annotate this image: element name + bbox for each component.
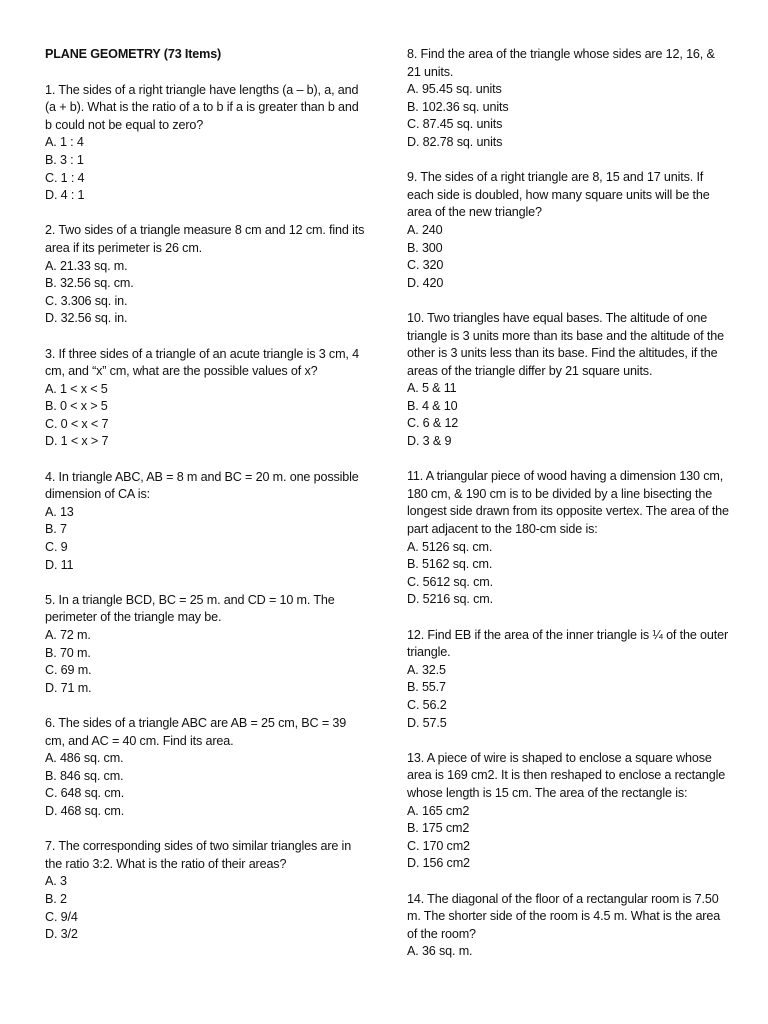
choice-b: B. 32.56 sq. cm. (45, 276, 134, 291)
question-12 (407, 627, 729, 733)
choice-d: D. 420 (407, 275, 444, 290)
choice-b: B. 300 (407, 240, 443, 255)
question-text: 6. The sides of a triangle ABC are AB = 25 cm, BC = 39 cm, and AC = 40 cm. Find its area. (45, 715, 347, 748)
choice-c: C. 0 < x < 7 (45, 416, 109, 431)
choice-d: D. 11 (45, 557, 74, 572)
question-text: 5. In a triangle BCD, BC = 25 m. and CD = 10 m. The perimeter of the triangle may be. (45, 592, 335, 625)
choice-b: B. 5162 sq. cm. (407, 557, 493, 572)
question-text: 10. Two triangles have equal bases. The altitude of one triangle is 3 units more than its base and the altitude of the other is 3 units less than its base. Find the altitudes, if the areas of the triangle differ by 21 square units. (407, 310, 724, 378)
question-13 (407, 750, 729, 873)
choice-b: B. 846 sq. cm. (45, 768, 124, 783)
choice-b: B. 175 cm2 (407, 821, 470, 836)
choice-c: C. 69 m. (45, 663, 92, 678)
choice-b: B. 0 < x > 5 (45, 399, 108, 414)
question-text: 2. Two sides of a triangle measure 8 cm and 12 cm. find its area if its perimeter is 26 cm. (45, 223, 365, 255)
question-text: 1. The sides of a right triangle have lengths (a – b), a, and (a + b). What is the ratio of a to b if a is greater than b and b could not be equal to zero? (45, 82, 359, 132)
choice-d: D. 3/2 (45, 927, 78, 942)
choice-d: D. 1 < x > 7 (45, 434, 109, 449)
choice-a: A. 5 & 11 (407, 381, 457, 396)
choice-c: C. 170 cm2 (407, 838, 470, 853)
choice-b: B. 2 (45, 891, 67, 906)
choice-b: B. 55.7 (407, 680, 446, 695)
choice-a: A. 240 (407, 222, 443, 237)
choice-a: A. 36 sq. m. (407, 944, 473, 959)
choice-a: A. 1 : 4 (45, 135, 84, 150)
choice-b: B. 7 (45, 522, 67, 537)
choice-d: D. 156 cm2 (407, 856, 470, 871)
question-text: 12. Find EB if the area of the inner triangle is ¼ of the outer triangle. (407, 627, 728, 660)
choice-c: C. 9 (45, 540, 68, 555)
choice-a: A. 13 (45, 504, 74, 519)
question-3 (45, 346, 367, 452)
question-5 (45, 592, 367, 698)
choice-d: D. 71 m. (45, 680, 92, 695)
question-text: 11. A triangular piece of wood having a dimension 130 cm, 180 cm, & 190 cm is to be divided by a line bisecting the longest side drawn from its opposite vertex. The area of the part adjacent to the 180-cm side is: (407, 469, 729, 537)
choice-c: C. 5612 sq. cm. (407, 574, 493, 589)
question-6 (45, 715, 367, 821)
choice-a: A. 486 sq. cm. (45, 751, 124, 766)
choice-c: C. 6 & 12 (407, 416, 459, 431)
question-4 (45, 469, 367, 575)
question-text: 14. The diagonal of the floor of a rectangular room is 7.50 m. The shorter side of the room is 4.5 m. What is the area of the room? (407, 891, 721, 941)
choice-a: A. 1 < x < 5 (45, 381, 108, 396)
choice-d: D. 4 : 1 (45, 188, 85, 203)
choice-a: A. 72 m. (45, 628, 91, 642)
choice-b: B. 4 & 10 (407, 398, 458, 413)
choice-b: B. 70 m. (45, 645, 91, 660)
choice-c: C. 320 (407, 258, 444, 273)
choice-a: A. 5126 sq. cm. (407, 539, 493, 554)
question-text: 7. The corresponding sides of two similar triangles are in the ratio 3:2. What is the ratio of their areas? (45, 839, 352, 871)
choice-c: C. 648 sq. cm. (45, 786, 125, 801)
choice-c: C. 9/4 (45, 909, 78, 924)
choice-c: C. 87.45 sq. units (407, 117, 503, 132)
choice-d: D. 32.56 sq. in. (45, 311, 128, 326)
choice-d: D. 3 & 9 (407, 434, 452, 449)
choice-b: B. 3 : 1 (45, 152, 84, 167)
choice-d: D. 468 sq. cm. (45, 803, 125, 818)
question-text: 3. If three sides of a triangle of an acute triangle is 3 cm, 4 cm, and “x” cm, what are the possible values of x? (45, 346, 359, 379)
choice-a: A. 3 (45, 874, 67, 889)
question-11 (407, 468, 729, 609)
choice-a: A. 21.33 sq. m. (45, 258, 128, 273)
left-column (45, 46, 367, 961)
choice-d: D. 57.5 (407, 715, 447, 730)
document-title: PLANE GEOMETRY (73 Items) (45, 47, 222, 61)
question-7 (45, 838, 367, 944)
choice-d: D. 5216 sq. cm. (407, 592, 493, 607)
choice-a: A. 95.45 sq. units (407, 82, 502, 97)
choice-d: D. 82.78 sq. units (407, 134, 503, 149)
question-10 (407, 310, 729, 451)
choice-b: B. 102.36 sq. units (407, 99, 509, 114)
question-9 (407, 169, 729, 292)
question-2 (45, 222, 367, 328)
question-1 (45, 82, 367, 205)
question-text: 4. In triangle ABC, AB = 8 m and BC = 20 m. one possible dimension of CA is: (45, 469, 359, 502)
question-text: 9. The sides of a right triangle are 8, 15 and 17 units. If each side is doubled, how many square units will be the area of the new triangle? (407, 170, 710, 220)
choice-c: C. 1 : 4 (45, 170, 85, 185)
choice-c: C. 3.306 sq. in. (45, 293, 128, 308)
question-text: 13. A piece of wire is shaped to enclose a square whose area is 169 cm2. It is then reshaped to enclose a rectangle whose length is 15 cm. The area of the rectangle is: (407, 750, 726, 800)
choice-c: C. 56.2 (407, 697, 447, 712)
question-14 (407, 891, 729, 961)
question-8 (407, 46, 729, 152)
question-text: 8. Find the area of the triangle whose sides are 12, 16, & 21 units. (407, 47, 715, 79)
right-column (407, 46, 729, 978)
choice-a: A. 32.5 (407, 662, 446, 677)
choice-a: A. 165 cm2 (407, 803, 470, 818)
